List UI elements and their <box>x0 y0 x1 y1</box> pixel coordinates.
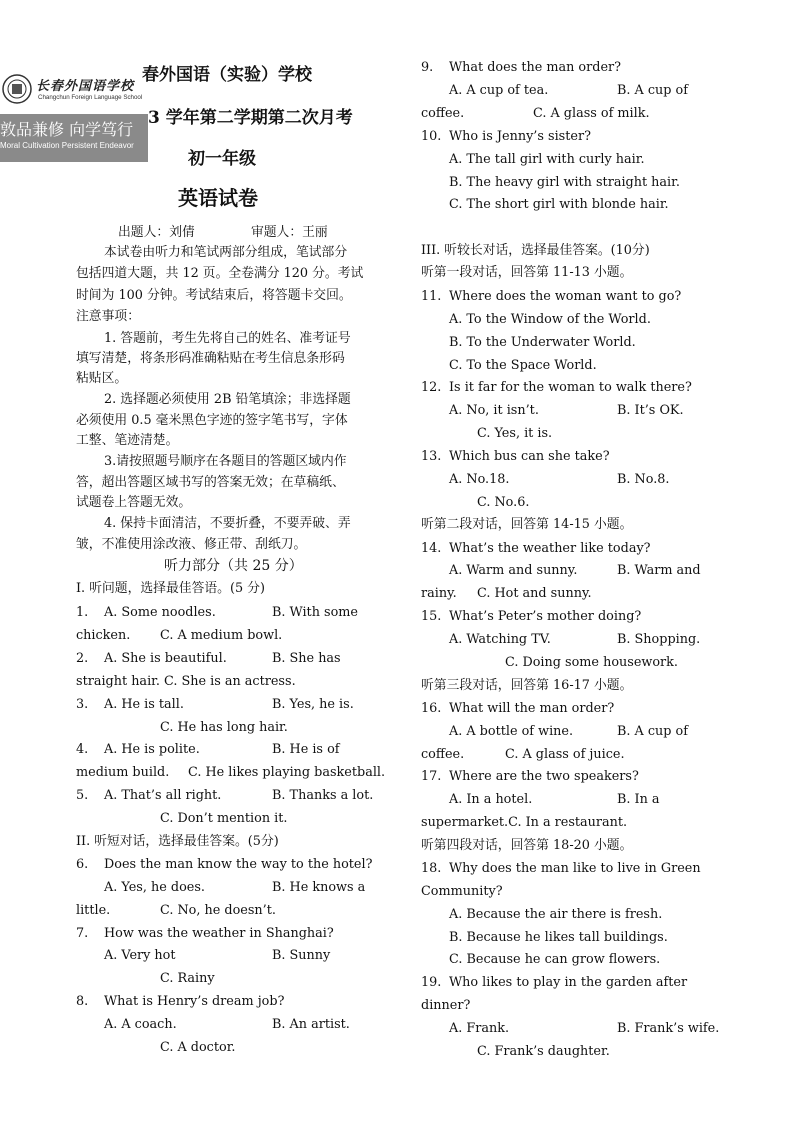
option-c: C. A glass of juice. <box>505 747 625 762</box>
option-b-cont: little. <box>76 903 111 918</box>
question-11 <box>421 288 681 306</box>
question-14-cont <box>421 585 592 603</box>
question-text: What’s Peter’s mother doing? <box>449 609 642 624</box>
question-number: 19. <box>421 975 442 990</box>
intro-line: 注意事项： <box>76 309 140 324</box>
question-number: 17. <box>421 769 442 784</box>
school-seal-icon <box>2 74 32 104</box>
question-7 <box>76 925 334 943</box>
option-c: C. The short girl with blonde hair. <box>449 197 669 212</box>
option-a: A. Warm and sunny. <box>449 563 578 578</box>
question-16-cont <box>421 746 625 764</box>
option-b: B. A cup of <box>617 724 688 739</box>
question-12 <box>421 379 692 397</box>
question-2-cont <box>76 673 296 691</box>
option-a: A. Some noodles. <box>104 605 216 620</box>
note-line: 粘贴区。 <box>76 371 128 386</box>
option-a: A. No, it isn’t. <box>449 403 539 418</box>
question-number: 1. <box>76 605 89 620</box>
option-b: B. Shopping. <box>617 632 701 647</box>
note-line: 必须使用 0.5 毫米黑色字迹的签字笔书写，字体 <box>76 413 348 428</box>
option-b: B. Sunny <box>272 948 331 963</box>
setter-label: 出题人： <box>118 225 170 240</box>
motto-cn: 敦品兼修 向学笃行 <box>0 120 134 139</box>
option-a: A. A cup of tea. <box>449 83 549 98</box>
section2-title: II. 听短对话，选择最佳答案。(5分) <box>76 834 279 849</box>
subject-title: 英语试卷 <box>178 186 258 210</box>
option-b: B. He knows a <box>272 880 366 895</box>
question-text-cont: dinner? <box>421 998 471 1013</box>
option-b-cont: straight hair. <box>76 674 160 689</box>
intro-line: 时间为 100 分钟。考试结束后，将答题卡交回。 <box>76 288 352 303</box>
option-b: B. Thanks a lot. <box>272 788 374 803</box>
question-number: 7. <box>76 926 89 941</box>
question-number: 13. <box>421 449 442 464</box>
option-c: C. A medium bowl. <box>160 628 283 643</box>
option-c: C. No, he doesn’t. <box>160 903 276 918</box>
reviewer-label: 审题人： <box>250 225 303 240</box>
question-6 <box>76 856 372 874</box>
question-number: 15. <box>421 609 442 624</box>
option-a: A. Frank. <box>449 1021 510 1036</box>
question-text: How was the weather in Shanghai? <box>104 926 334 941</box>
note-line: 2. 选择题必须使用 2B 铅笔填涂；非选择题 <box>104 392 351 407</box>
note-line: 答，超出答题区域书写的答案无效；在草稿纸、 <box>76 475 345 490</box>
option-c: C. Frank’s daughter. <box>477 1044 610 1059</box>
option-b-cont: coffee. <box>421 747 465 762</box>
option-b: B. He is of <box>272 742 340 757</box>
part-instruction: 听第一段对话，回答第 11-13 小题。 <box>421 265 633 280</box>
question-13 <box>421 448 610 466</box>
question-3 <box>76 696 184 714</box>
question-text-cont: Community? <box>421 884 503 899</box>
note-line: 4. 保持卡面清洁，不要折叠，不要弄破、弄 <box>104 516 351 531</box>
option-b-cont: supermarket. <box>421 815 509 830</box>
school-logo <box>0 64 148 164</box>
question-5 <box>76 787 221 805</box>
option-b: B. Frank’s wife. <box>617 1021 720 1036</box>
option-c: C. A glass of milk. <box>533 106 650 121</box>
question-number: 8. <box>76 994 89 1009</box>
question-number: 14. <box>421 541 442 556</box>
question-number: 11. <box>421 289 442 304</box>
option-c: C. Yes, it is. <box>477 426 553 441</box>
school-title: 春外国语（实验）学校 <box>142 65 312 85</box>
part-instruction: 听第三段对话，回答第 16-17 小题。 <box>421 678 633 693</box>
question-1-cont <box>76 627 282 645</box>
question-14 <box>421 540 651 558</box>
question-18 <box>421 860 701 878</box>
question-number: 10. <box>421 129 442 144</box>
option-a: A. In a hotel. <box>449 792 533 807</box>
note-line: 试题卷上答题无效。 <box>76 495 192 510</box>
option-a: A. That’s all right. <box>104 788 222 803</box>
logo-header <box>0 64 148 114</box>
option-b: B. In a <box>617 792 660 807</box>
option-a: A. A bottle of wine. <box>449 724 574 739</box>
logo-school-name-cn: 长春外国语学校 <box>36 79 135 94</box>
option-c: C. He likes playing basketball. <box>188 765 386 780</box>
question-4 <box>76 741 200 759</box>
note-line: 工整、笔迹清楚。 <box>76 433 179 448</box>
option-c: C. She is an actress. <box>164 674 296 689</box>
exam-term: 3 学年第二学期第二次月考 <box>148 108 353 128</box>
option-b: B. An artist. <box>272 1017 350 1032</box>
setter-name: 刘倩 <box>169 225 195 240</box>
option-b: B. To the Underwater World. <box>449 335 636 350</box>
question-number: 18. <box>421 861 442 876</box>
option-a: A. Yes, he does. <box>104 880 205 895</box>
note-line: 3.请按照题号顺序在各题目的答题区域内作 <box>104 454 347 469</box>
note-line: 1. 答题前，考生先将自己的姓名、准考证号 <box>104 331 351 346</box>
question-text: What will the man order? <box>449 701 615 716</box>
option-c: C. Because he can grow flowers. <box>449 952 661 967</box>
note-line: 皱，不准使用涂改液、修正带、刮纸刀。 <box>76 537 307 552</box>
question-8 <box>76 993 284 1011</box>
question-text: Who is Jenny’s sister? <box>449 129 591 144</box>
question-4-cont <box>76 764 385 782</box>
option-b: B. Warm and <box>617 563 701 578</box>
question-17 <box>421 768 639 786</box>
option-c: C. Don’t mention it. <box>160 811 288 826</box>
question-text: What is Henry’s dream job? <box>104 994 285 1009</box>
question-17-cont <box>421 814 627 832</box>
option-c: C. Rainy <box>160 971 215 986</box>
option-b: B. No.8. <box>617 472 670 487</box>
question-15 <box>421 608 641 626</box>
intro-line: 本试卷由听力和笔试两部分组成，笔试部分 <box>104 245 348 260</box>
question-19 <box>421 974 687 992</box>
option-b: B. It’s OK. <box>617 403 684 418</box>
question-number: 4. <box>76 742 89 757</box>
option-b: B. With some <box>272 605 358 620</box>
option-a: A. Watching TV. <box>449 632 551 647</box>
option-b: B. Yes, he is. <box>272 697 354 712</box>
question-number: 3. <box>76 697 89 712</box>
option-a: A. To the Window of the World. <box>449 312 651 327</box>
option-c: C. To the Space World. <box>449 358 597 373</box>
option-b-cont: chicken. <box>76 628 131 643</box>
option-b: B. She has <box>272 651 341 666</box>
option-a: A. The tall girl with curly hair. <box>449 152 645 167</box>
grade-label: 初一年级 <box>188 149 256 169</box>
logo-school-name-en: Changchun Foreign Language School <box>38 94 143 101</box>
option-a: A. Because the air there is fresh. <box>449 907 663 922</box>
question-text: What’s the weather like today? <box>449 541 651 556</box>
question-1 <box>76 604 216 622</box>
listening-title: 听力部分（共 25 分） <box>164 558 303 574</box>
section1-title: I. 听问题，选择最佳答语。(5 分) <box>76 581 265 596</box>
question-text: Which bus can she take? <box>449 449 610 464</box>
motto-en: Moral Cultivation Persistent Endeavor <box>0 141 134 150</box>
option-b: B. Because he likes tall buildings. <box>449 930 668 945</box>
option-c: C. In a restaurant. <box>508 815 628 830</box>
option-a: A. No.18. <box>449 472 510 487</box>
question-text: Where are the two speakers? <box>449 769 639 784</box>
part-instruction: 听第四段对话，回答第 18-20 小题。 <box>421 838 633 853</box>
question-text: Who likes to play in the garden after <box>449 975 688 990</box>
question-number: 6. <box>76 857 89 872</box>
intro-line: 包括四道大题，共 12 页。全卷满分 120 分。考试 <box>76 266 364 281</box>
option-a: A. She is beautiful. <box>104 651 227 666</box>
option-a: A. He is polite. <box>104 742 200 757</box>
option-b: B. A cup of <box>617 83 688 98</box>
question-number: 5. <box>76 788 89 803</box>
question-2 <box>76 650 227 668</box>
question-number: 16. <box>421 701 442 716</box>
question-16 <box>421 700 614 718</box>
question-number: 12. <box>421 380 442 395</box>
question-number: 9. <box>421 60 434 75</box>
note-line: 填写清楚，将条形码准确粘贴在考生信息条形码 <box>76 351 345 366</box>
question-6-cont <box>76 902 276 920</box>
option-c: C. He has long hair. <box>160 720 288 735</box>
authors-line <box>118 224 328 242</box>
section3-title: III. 听较长对话，选择最佳答案。(10分) <box>421 243 650 258</box>
option-b-cont: coffee. <box>421 106 465 121</box>
option-a: A. Very hot <box>104 948 176 963</box>
option-a: A. He is tall. <box>104 697 184 712</box>
question-10 <box>421 128 591 146</box>
option-a: A. A coach. <box>104 1017 177 1032</box>
logo-motto-band <box>0 114 148 162</box>
question-text: Does the man know the way to the hotel? <box>104 857 373 872</box>
option-b: B. The heavy girl with straight hair. <box>449 175 680 190</box>
option-c: C. Doing some housework. <box>505 655 679 670</box>
question-text: Why does the man like to live in Green <box>449 861 701 876</box>
question-text: Is it far for the woman to walk there? <box>449 380 692 395</box>
option-b-cont: medium build. <box>76 765 170 780</box>
option-c: C. Hot and sunny. <box>477 586 592 601</box>
part-instruction: 听第二段对话，回答第 14-15 小题。 <box>421 517 633 532</box>
question-9-cont <box>421 105 650 123</box>
question-text: Where does the woman want to go? <box>449 289 682 304</box>
reviewer-name: 王丽 <box>302 225 328 240</box>
question-text: What does the man order? <box>449 60 622 75</box>
question-9 <box>421 59 621 77</box>
question-number: 2. <box>76 651 89 666</box>
option-b-cont: rainy. <box>421 586 457 601</box>
option-c: C. No.6. <box>477 495 530 510</box>
option-c: C. A doctor. <box>160 1040 236 1055</box>
